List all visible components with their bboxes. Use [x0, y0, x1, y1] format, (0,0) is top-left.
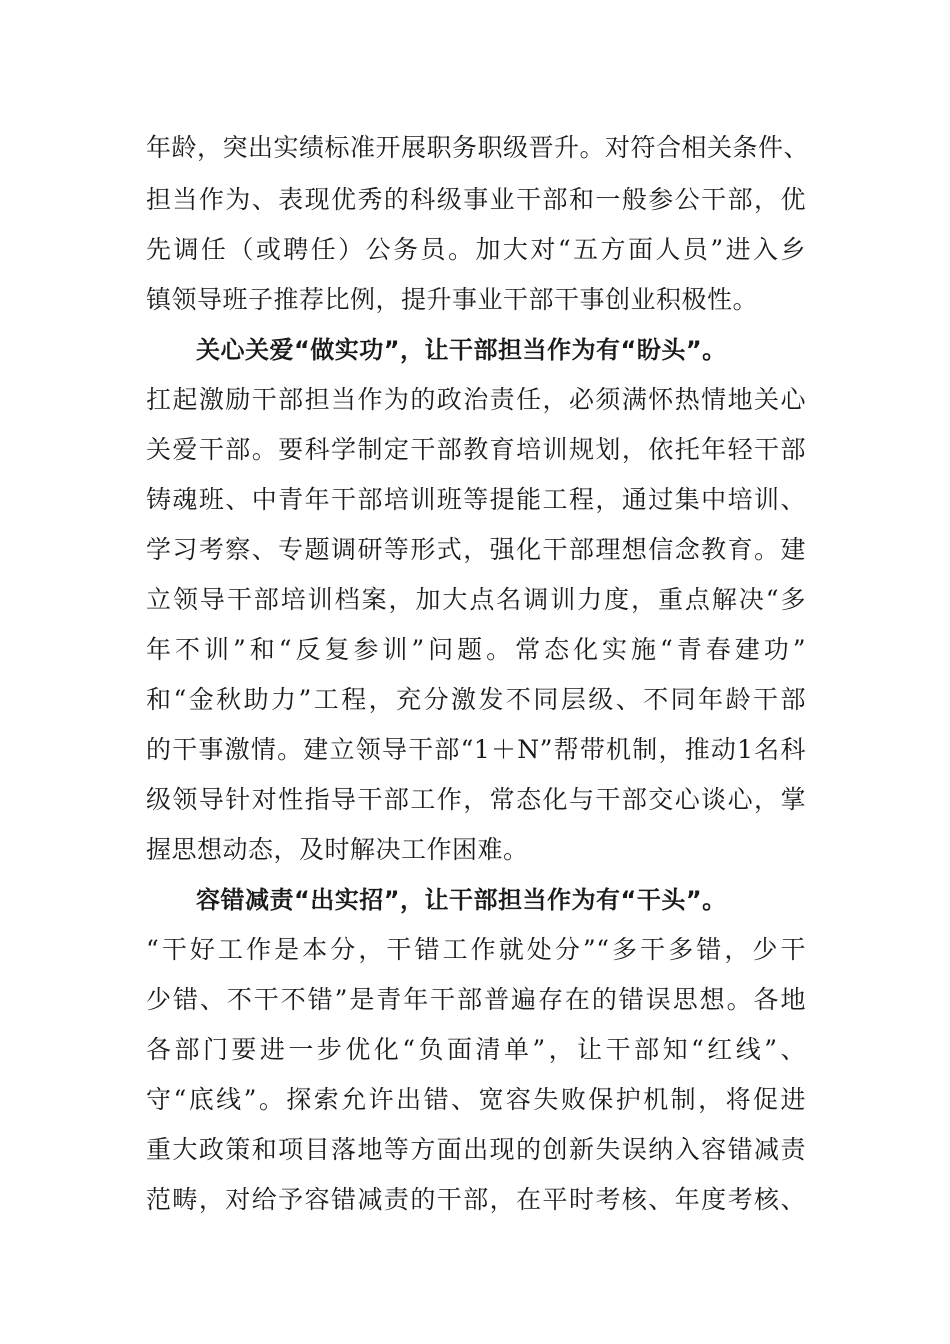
body-line: 年不训”和“反复参训”问题。常态化实施“青春建功”	[146, 635, 806, 664]
body-line: 镇领导班子推荐比例，提升事业干部干事创业积极性。	[146, 285, 759, 314]
body-line: 铸魂班、中青年干部培训班等提能工程，通过集中培训、	[146, 485, 806, 514]
body-line: 扛起激励干部担当作为的政治责任，必须满怀热情地关心	[146, 385, 806, 414]
body-line: 各部门要进一步优化“负面清单”，让干部知“红线”、	[146, 1035, 806, 1064]
body-line: 立领导干部培训档案，加大点名调训力度，重点解决“多	[146, 585, 806, 614]
body-line: 担当作为、表现优秀的科级事业干部和一般参公干部，优	[146, 185, 806, 214]
body-line: 和“金秋助力”工程，充分激发不同层级、不同年龄干部	[146, 685, 806, 714]
body-line: 关爱干部。要科学制定干部教育培训规划，依托年轻干部	[146, 435, 806, 464]
body-line: 少错、不干不错”是青年干部普遍存在的错误思想。各地	[146, 985, 806, 1014]
body-line: 级领导针对性指导干部工作，常态化与干部交心谈心，掌	[146, 785, 806, 814]
body-line: 握思想动态，及时解决工作困难。	[146, 835, 529, 864]
body-line: 先调任（或聘任）公务员。加大对“五方面人员”进入乡	[146, 235, 806, 264]
body-line: 的干事激情。建立领导干部“1＋N”帮带机制，推动1名科	[146, 735, 806, 764]
section-heading: 容错减责“出实招”，让干部担当作为有“干头”。	[196, 886, 727, 914]
body-line: 守“底线”。探索允许出错、宽容失败保护机制，将促进	[146, 1085, 806, 1114]
body-line: 学习考察、专题调研等形式，强化干部理想信念教育。建	[146, 535, 806, 564]
body-line: 重大政策和项目落地等方面出现的创新失误纳入容错减责	[146, 1135, 806, 1164]
body-line: 年龄，突出实绩标准开展职务职级晋升。对符合相关条件、	[146, 133, 810, 162]
body-line: “干好工作是本分，干错工作就处分”“多干多错，少干	[146, 935, 806, 964]
body-line: 范畴，对给予容错减责的干部，在平时考核、年度考核、	[146, 1185, 806, 1214]
section-heading: 关心关爱“做实功”，让干部担当作为有“盼头”。	[196, 336, 727, 364]
